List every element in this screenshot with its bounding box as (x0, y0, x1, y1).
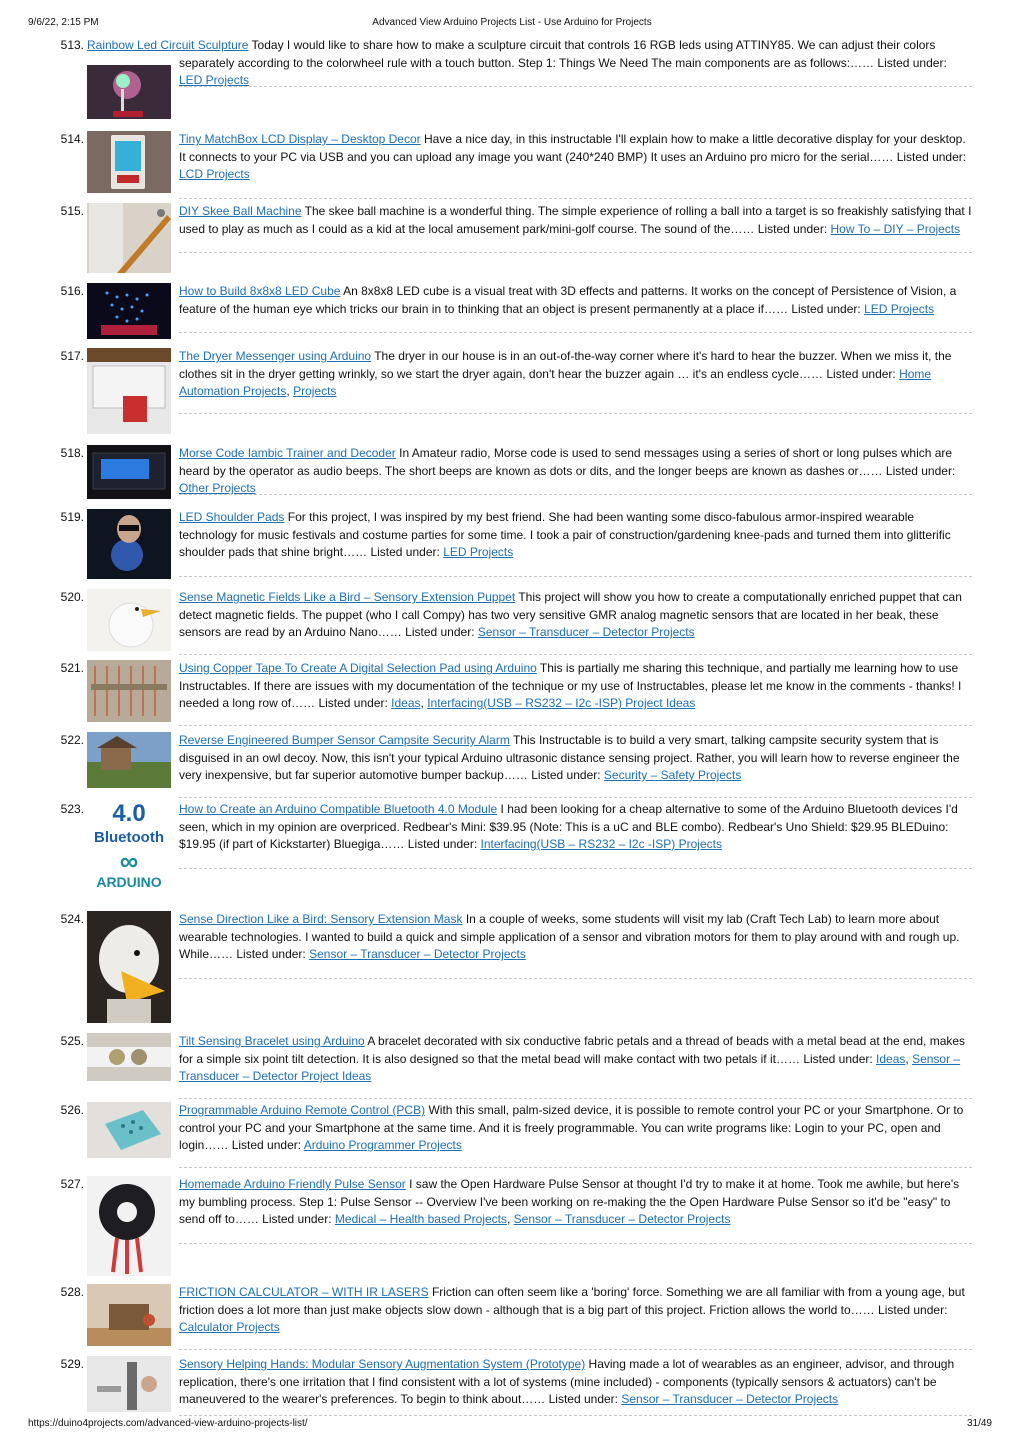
page-title: Advanced View Arduino Projects List - Use Arduino for Projects (372, 17, 652, 28)
print-datetime: 9/6/22, 2:15 PM (28, 17, 99, 28)
category-link[interactable]: Other Projects (179, 481, 256, 495)
item-text (179, 283, 972, 318)
bluetooth-arduino-logo (87, 801, 171, 891)
page-url: https://duino4projects.com/advanced-view-arduino-projects-list/ (28, 1418, 308, 1429)
item-text: Tilt Sensing Bracelet using Arduino A bracelet decorated with six conductive fabric petals and a thread of beads with a metal bead at the end, makes for a simple six point tilt detection. It is also designed so that the metal bead will make contact with two petals if it…… Listed under: Ideas, Sensor – Transducer – Detector Project Ideas (179, 1034, 966, 1083)
item-divider (179, 978, 972, 979)
listed-under-label: Listed under: (231, 1138, 302, 1152)
category-link[interactable]: Calculator Projects (179, 1320, 280, 1334)
list-item (40, 445, 972, 495)
project-description: I saw the Open Hardware Pulse Sensor at thought I'd try to make it at home. Took me awhile, but here's my bumbling process. Step 1: Pulse Sensor -- Overview I've been working on re-making the the Open Hardware Pulse Sensor so it'd be "easy" to send off to…… (179, 1177, 960, 1226)
project-description: Having made a lot of wearables as an engineer, advisor, and through replication, there's one irritation that I find consistent with a lot of systems (mine included) - components (typically sensors & actuators) can't be maneuvered to the wearer's preferences. To begin to think about…… (179, 1357, 955, 1406)
project-thumbnail[interactable] (87, 1356, 171, 1412)
item-divider (179, 413, 972, 414)
project-thumbnail[interactable] (87, 203, 171, 273)
item-number: 521. (60, 661, 84, 675)
category-link[interactable]: Sensor – Transducer – Detector Projects (513, 1212, 731, 1226)
project-title-link[interactable]: LED Shoulder Pads (179, 510, 285, 524)
project-title-link[interactable]: Programmable Arduino Remote Control (PCB) (179, 1103, 426, 1117)
item-text (179, 589, 972, 642)
project-title-link[interactable]: Rainbow Led Circuit Sculpture (87, 38, 249, 52)
item-divider (179, 494, 972, 495)
project-description: This project will show you how to create a computationally enriched puppet that can detect magnetic fields. The puppet (who I call Compy) has two very sensitive GMR analog magnetic sensors that are located in her beak, these sensors are read by an Arduino Nano…… (179, 590, 962, 639)
item-text: Using Copper Tape To Create A Digital Selection Pad using Arduino This is partially me sharing this technique, and partially me learning how to use Instructables. If there are issues with my documentation of the technique or my use of Instructables, please let me know in the comments - thanks! I needed a long row of…… Listed under: Ideas, Interfacing(USB – RS232 – I2c -ISP) Project Ideas (179, 661, 962, 710)
project-thumbnail[interactable] (87, 801, 171, 899)
item-number: 525. (60, 1034, 84, 1048)
project-thumbnail[interactable] (87, 1284, 171, 1346)
logo-bluetooth: Bluetooth (94, 829, 164, 846)
item-divider (179, 868, 972, 869)
item-text (179, 1102, 972, 1155)
project-title-link[interactable]: Homemade Arduino Friendly Pulse Sensor (179, 1177, 406, 1191)
project-description: Have a nice day, in this instructable I'll explain how to make a little decorative display for your desktop. It connects to your PC via USB and you can upload any image you want (240*240 BMP) It uses an Arduino pro micro for the serial…… (179, 132, 966, 164)
list-item (40, 732, 972, 798)
category-link[interactable]: Ideas (876, 1051, 906, 1066)
item-divider (179, 86, 972, 87)
listed-under-label: Listed under: (877, 55, 947, 70)
project-title-link[interactable]: How to Build 8x8x8 LED Cube (179, 284, 341, 298)
listed-under-label: Listed under: (405, 625, 475, 639)
item-number: 515. (60, 204, 84, 218)
item-divider (179, 1349, 972, 1350)
list-item (40, 589, 972, 655)
project-title-link[interactable]: Reverse Engineered Bumper Sensor Campsite Security Alarm (179, 733, 510, 747)
category-link[interactable]: Interfacing(USB – RS232 – I2c -ISP) Projects (480, 837, 722, 851)
item-divider (179, 654, 972, 655)
project-description: In a couple of weeks, some students will visit my lab (Craft Tech Lab) to learn more about wearable technologies. I wanted to build a quick and simple application of a sensor and vibration motors for them to play around with and rough up. While…… (179, 912, 960, 961)
category-link[interactable]: Sensor – Transducer – Detector Projects (477, 625, 695, 639)
category-link[interactable]: Interfacing(USB – RS232 – I2c -ISP) Project Ideas (427, 696, 696, 710)
item-number: 524. (60, 912, 84, 926)
listed-under-label: Listed under: (896, 149, 967, 164)
item-number: 514. (60, 132, 84, 146)
item-number: 522. (60, 733, 84, 747)
project-description: For this project, I was inspired by my best friend. She had been wanting some disco-fabulous armor-inspired wearable technology for music festivals and costume parties for some time. I took a pair of construction/gardening knee-pads and turned them into glitterific shoulder pads that shine bright…… (179, 510, 951, 559)
project-thumbnail[interactable] (87, 131, 171, 193)
item-divider (179, 1167, 972, 1168)
logo-version: 4.0 (112, 801, 146, 827)
item-divider (179, 1243, 972, 1244)
category-link[interactable]: Security – Safety Projects (603, 768, 742, 782)
project-title-link[interactable]: DIY Skee Ball Machine (179, 204, 302, 218)
list-item (40, 1176, 972, 1244)
list-item (40, 801, 972, 890)
list-item (40, 131, 972, 199)
item-divider (179, 725, 972, 726)
item-divider (179, 1098, 972, 1099)
listed-under-label: Listed under: (531, 768, 601, 782)
project-title-link[interactable]: Tiny MatchBox LCD Display – Desktop Decor (179, 132, 421, 146)
item-number: 527. (60, 1177, 84, 1191)
category-link[interactable]: Projects (293, 384, 337, 398)
listed-under-label: Listed under: (878, 1302, 948, 1317)
category-link[interactable]: Medical – Health based Projects (334, 1212, 507, 1226)
logo-arduino: ARDUINO (96, 874, 162, 890)
category-link[interactable]: LED Projects (443, 545, 514, 559)
category-link[interactable]: LED Projects (179, 73, 250, 87)
item-number: 519. (60, 510, 84, 524)
project-title-link[interactable]: Using Copper Tape To Create A Digital Selection Pad using Arduino (179, 661, 537, 675)
category-link[interactable]: Ideas (391, 696, 421, 710)
project-thumbnail[interactable] (87, 348, 171, 434)
category-link[interactable]: LCD Projects (179, 167, 250, 181)
project-thumbnail[interactable] (87, 509, 171, 579)
project-title-link[interactable]: Morse Code Iambic Trainer and Decoder (179, 446, 396, 460)
project-thumbnail[interactable] (87, 283, 171, 339)
list-item (40, 660, 972, 726)
list-item (40, 203, 972, 253)
category-link[interactable]: Arduino Programmer Projects (303, 1138, 462, 1152)
listed-under-label: Listed under: (318, 696, 388, 710)
project-title-link[interactable]: The Dryer Messenger using Arduino (179, 349, 372, 363)
project-thumbnail[interactable] (87, 1033, 171, 1081)
listed-under-label: Listed under: (885, 463, 956, 478)
project-description: Friction can often seem like a 'boring' force. Something we are all familiar with from a young age, but friction does a lot more than just make objects slow down - although that is a big part of this project. Friction allows the world to…… (179, 1285, 965, 1317)
category-link[interactable]: How To – DIY – Projects (830, 221, 961, 236)
project-description: Today I would like to share how to make a sculpture circuit that controls 16 RGB leds using ATTINY85. We can adjust their colors separately according to the colorwheel rule with a touch button. Step 1: Things We Need The main components are as follows:…… (179, 38, 936, 70)
project-description: The skee ball machine is a wonderful thing. The simple experience of rolling a ball into a target is so freakishly satisfying that I used to play as much as I could as a kid at the local amusement park/mini-golf course. The sound of the…… (179, 204, 972, 236)
item-number: 528. (60, 1285, 84, 1299)
item-number: 529. (60, 1357, 84, 1371)
listed-under-label: Listed under: (407, 837, 478, 851)
list-item (40, 37, 972, 87)
project-title-link[interactable]: How to Create an Arduino Compatible Bluetooth 4.0 Module (179, 802, 498, 816)
project-title-link[interactable]: Tilt Sensing Bracelet using Arduino (179, 1034, 365, 1048)
listed-under-label: Listed under: (791, 301, 861, 316)
category-link[interactable]: Sensor – Transducer – Detector Projects (621, 1392, 839, 1406)
item-divider (179, 198, 972, 199)
list-item (40, 348, 972, 414)
item-text (179, 509, 972, 562)
project-title-link[interactable]: Sensory Helping Hands: Modular Sensory Augmentation System (Prototype) (179, 1357, 586, 1371)
item-divider (179, 576, 972, 577)
page-number: 31/49 (966, 1418, 992, 1429)
listed-under-label: Listed under: (826, 366, 896, 381)
project-thumbnail[interactable] (87, 1176, 171, 1276)
list-item (40, 1033, 972, 1099)
listed-under-label: Listed under: (803, 1051, 873, 1066)
item-text (179, 732, 972, 785)
category-link[interactable]: Sensor – Transducer – Detector Project Ideas (179, 1051, 961, 1083)
item-text (87, 37, 972, 90)
item-text (179, 1356, 972, 1409)
item-number: 513. (60, 38, 84, 52)
item-text (179, 911, 972, 964)
listed-under-label: Listed under: (370, 545, 440, 559)
item-text (179, 801, 972, 854)
item-text (179, 1284, 972, 1337)
project-title-link[interactable]: Sense Magnetic Fields Like a Bird – Sensory Extension Puppet (179, 590, 516, 604)
item-text (179, 445, 972, 498)
project-thumbnail[interactable] (87, 445, 171, 499)
item-divider (179, 797, 972, 798)
project-title-link[interactable]: FRICTION CALCULATOR – WITH IR LASERS (179, 1285, 429, 1299)
project-description: This Instructable is to build a very smart, talking campsite security system that is disguised in an owl decoy. Now, this isn't your typical Arduino ultrasonic distance sensing project. Rather, you will learn how to reverse engineer the very inexpensive, but far superior automotive bumper backup…… (179, 733, 960, 782)
category-link[interactable]: Sensor – Transducer – Detector Projects (309, 947, 526, 961)
item-divider (179, 332, 972, 333)
item-number: 526. (60, 1103, 84, 1117)
project-thumbnail[interactable] (87, 911, 171, 1023)
project-description: With this small, palm-sized device, it is possible to remote control your PC or your Smartphone. Or to control your PC and your Smartphone at the same time. And it is freely programmable. You can write programs like: Login to your PC, open and login…… (179, 1103, 964, 1152)
item-number: 523. (60, 802, 84, 816)
arduino-infinity-icon: ∞ (119, 846, 139, 876)
project-description: In Amateur radio, Morse code is used to send messages using a series of short or long pulses which are heard by the operator as audio beeps. The short beeps are known as dots or dits, and the longer beeps are known as dashes or…… (179, 446, 953, 478)
list-item (40, 911, 972, 979)
item-number: 516. (60, 284, 84, 298)
project-thumbnail[interactable] (87, 732, 171, 788)
print-footer (0, 1415, 1024, 1435)
listed-under-label: Listed under: (236, 947, 306, 961)
item-text (179, 131, 972, 184)
listed-under-label: Listed under: (548, 1392, 619, 1406)
item-number: 520. (60, 590, 84, 604)
item-text (179, 203, 972, 238)
item-text: Homemade Arduino Friendly Pulse Sensor I saw the Open Hardware Pulse Sensor at thought I'd try to make it at home. Took me awhile, but here's my bumbling process. Step 1: Pulse Sensor -- Overview I've been working on re-making the the Open Hardware Pulse Sensor so it'd be "easy" to send off to…… Listed under: Medical – Health based Projects, Sensor – Transducer – Detector Projects (179, 1177, 960, 1226)
item-text: The Dryer Messenger using Arduino The dryer in our house is in an out-of-the-way corner where it's hard to hear the buzzer. When we miss it, the clothes sit in the dryer getting wrinkly, so we start the dryer again, don't hear the buzzer again … it's an endless cycle…… Listed under: Home Automation Projects, Projects (179, 349, 952, 398)
project-description: An 8x8x8 LED cube is a visual treat with 3D effects and patterns. It works on the concept of Persistence of Vision, a feature of the human eye which tricks our brain in to thinking that an object is present permanently at a place if…… (179, 284, 957, 316)
project-description: A bracelet decorated with six conductive fabric petals and a thread of beads with a metal bead at the end, makes for a simple six point tilt detection. It is also designed so that the metal bead will make contact with two petals if it…… (179, 1034, 966, 1066)
list-item (40, 283, 972, 333)
list-item (40, 1102, 972, 1168)
list-item (40, 1284, 972, 1350)
item-divider (179, 252, 972, 253)
item-number: 517. (60, 349, 84, 363)
listed-under-label: Listed under: (262, 1212, 332, 1226)
item-number: 518. (60, 446, 84, 460)
project-description: I had been looking for a cheap alternative to some of the Arduino Bluetooth devices I'd seen, which in my opinion are overpriced. Redbear's Mini: $39.95 (Note: This is a uC and BLE combo). Redbear's Uno Shield: $29.95 BLEDuino: $19.95 (if part of Kickstarter) Bluegiga…… (179, 802, 958, 851)
project-description: The dryer in our house is in an out-of-the-way corner where it's hard to hear the buzzer. When we miss it, the clothes sit in the dryer getting wrinkly, so we start the dryer again, don't hear the buzzer again … it's an endless cycle…… (179, 349, 952, 381)
category-link[interactable]: LED Projects (864, 301, 935, 316)
list-item (40, 1356, 972, 1416)
project-thumbnail[interactable] (87, 660, 171, 722)
project-thumbnail[interactable] (87, 589, 171, 651)
category-link[interactable]: Home Automation Projects (179, 366, 932, 398)
print-header (0, 0, 1024, 34)
project-title-link[interactable]: Sense Direction Like a Bird: Sensory Extension Mask (179, 912, 463, 926)
list-item (40, 509, 972, 577)
listed-under-label: Listed under: (757, 221, 828, 236)
project-thumbnail[interactable] (87, 1102, 171, 1158)
project-description: This is partially me sharing this technique, and partially me learning how to use Instructables. If there are issues with my documentation of the technique or my use of Instructables, please let me know in the comments - thanks! I needed a long row of…… (179, 661, 962, 710)
